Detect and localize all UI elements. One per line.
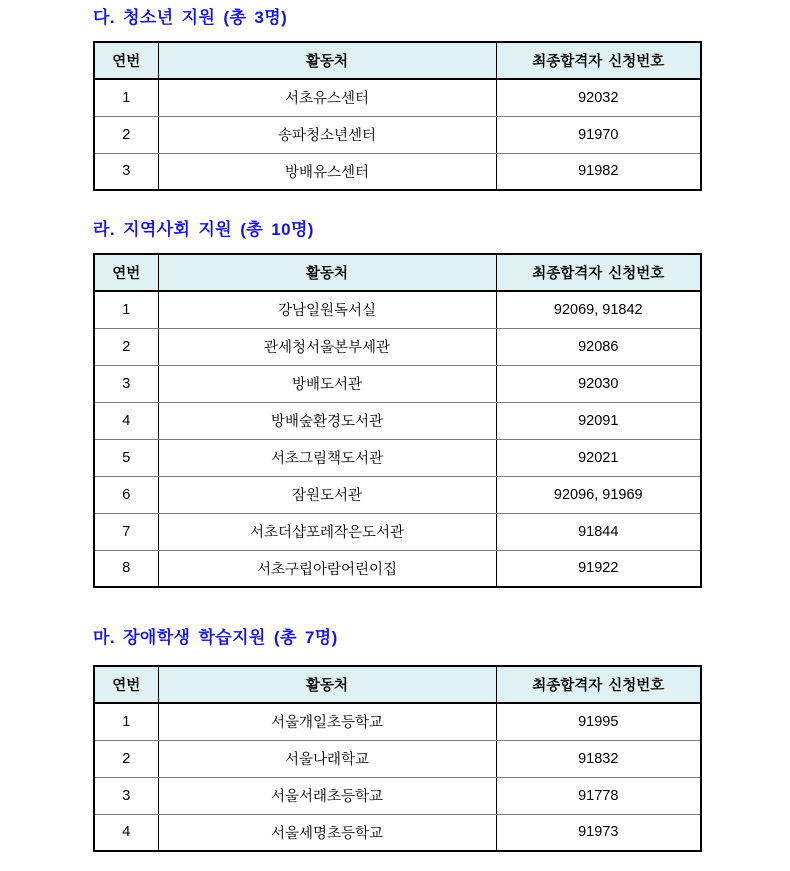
serial-cell: 2 bbox=[94, 328, 158, 365]
column-header-seq: 연번 bbox=[94, 254, 158, 291]
table-row bbox=[94, 513, 701, 550]
column-header-place: 활동처 bbox=[158, 666, 496, 703]
application-number-cell: 92091 bbox=[496, 402, 701, 439]
results-table bbox=[93, 41, 702, 191]
section-2 bbox=[93, 220, 790, 588]
application-number-cell: 91922 bbox=[496, 550, 701, 587]
sections-container bbox=[93, 8, 790, 852]
application-number-cell: 92032 bbox=[496, 79, 701, 116]
serial-cell: 2 bbox=[94, 740, 158, 777]
table-row bbox=[94, 740, 701, 777]
header-row bbox=[94, 42, 701, 79]
section-title: 라. 지역사회 지원 (총 10명) bbox=[93, 220, 314, 239]
application-number-cell: 91973 bbox=[496, 814, 701, 851]
place-cell: 방배도서관 bbox=[158, 365, 496, 402]
column-header-place: 활동처 bbox=[158, 254, 496, 291]
application-number-cell: 91982 bbox=[496, 153, 701, 190]
section-title: 마. 장애학생 학습지원 (총 7명) bbox=[93, 628, 338, 647]
column-header-seq: 연번 bbox=[94, 666, 158, 703]
column-header-number: 최종합격자 신청번호 bbox=[496, 42, 701, 79]
table-row bbox=[94, 365, 701, 402]
table-row bbox=[94, 439, 701, 476]
column-header-number: 최종합격자 신청번호 bbox=[496, 254, 701, 291]
application-number-cell: 91778 bbox=[496, 777, 701, 814]
place-cell: 서초더샵포레작은도서관 bbox=[158, 513, 496, 550]
place-cell: 잠원도서관 bbox=[158, 476, 496, 513]
serial-cell: 3 bbox=[94, 153, 158, 190]
place-cell: 송파청소년센터 bbox=[158, 116, 496, 153]
place-cell: 서초유스센터 bbox=[158, 79, 496, 116]
place-cell: 방배숲환경도서관 bbox=[158, 402, 496, 439]
place-cell: 서울세명초등학교 bbox=[158, 814, 496, 851]
serial-cell: 8 bbox=[94, 550, 158, 587]
serial-cell: 4 bbox=[94, 814, 158, 851]
header-row bbox=[94, 254, 701, 291]
application-number-cell: 92069, 91842 bbox=[496, 291, 701, 328]
application-number-cell: 91970 bbox=[496, 116, 701, 153]
serial-cell: 1 bbox=[94, 703, 158, 740]
serial-cell: 3 bbox=[94, 365, 158, 402]
table-row bbox=[94, 703, 701, 740]
serial-cell: 7 bbox=[94, 513, 158, 550]
serial-cell: 1 bbox=[94, 79, 158, 116]
place-cell: 서울나래학교 bbox=[158, 740, 496, 777]
section-1 bbox=[93, 8, 790, 191]
application-number-cell: 92030 bbox=[496, 365, 701, 402]
application-number-cell: 91995 bbox=[496, 703, 701, 740]
application-number-cell: 92086 bbox=[496, 328, 701, 365]
table-row bbox=[94, 153, 701, 190]
results-table bbox=[93, 253, 702, 588]
column-header-place: 활동처 bbox=[158, 42, 496, 79]
column-header-seq: 연번 bbox=[94, 42, 158, 79]
table-row bbox=[94, 402, 701, 439]
table-row bbox=[94, 814, 701, 851]
serial-cell: 1 bbox=[94, 291, 158, 328]
place-cell: 관세청서울본부세관 bbox=[158, 328, 496, 365]
table-row bbox=[94, 79, 701, 116]
table-row bbox=[94, 291, 701, 328]
serial-cell: 5 bbox=[94, 439, 158, 476]
table-row bbox=[94, 116, 701, 153]
application-number-cell: 92021 bbox=[496, 439, 701, 476]
place-cell: 강남일원독서실 bbox=[158, 291, 496, 328]
serial-cell: 3 bbox=[94, 777, 158, 814]
application-number-cell: 92096, 91969 bbox=[496, 476, 701, 513]
section-3 bbox=[93, 628, 790, 852]
place-cell: 서울서래초등학교 bbox=[158, 777, 496, 814]
place-cell: 서울개일초등학교 bbox=[158, 703, 496, 740]
place-cell: 서초그림책도서관 bbox=[158, 439, 496, 476]
results-table bbox=[93, 665, 702, 852]
header-row bbox=[94, 666, 701, 703]
section-title: 다. 청소년 지원 (총 3명) bbox=[93, 8, 288, 27]
place-cell: 서초구립아람어린이집 bbox=[158, 550, 496, 587]
serial-cell: 4 bbox=[94, 402, 158, 439]
table-row bbox=[94, 328, 701, 365]
serial-cell: 6 bbox=[94, 476, 158, 513]
application-number-cell: 91832 bbox=[496, 740, 701, 777]
application-number-cell: 91844 bbox=[496, 513, 701, 550]
table-row bbox=[94, 476, 701, 513]
place-cell: 방배유스센터 bbox=[158, 153, 496, 190]
table-row bbox=[94, 550, 701, 587]
table-row bbox=[94, 777, 701, 814]
column-header-number: 최종합격자 신청번호 bbox=[496, 666, 701, 703]
serial-cell: 2 bbox=[94, 116, 158, 153]
